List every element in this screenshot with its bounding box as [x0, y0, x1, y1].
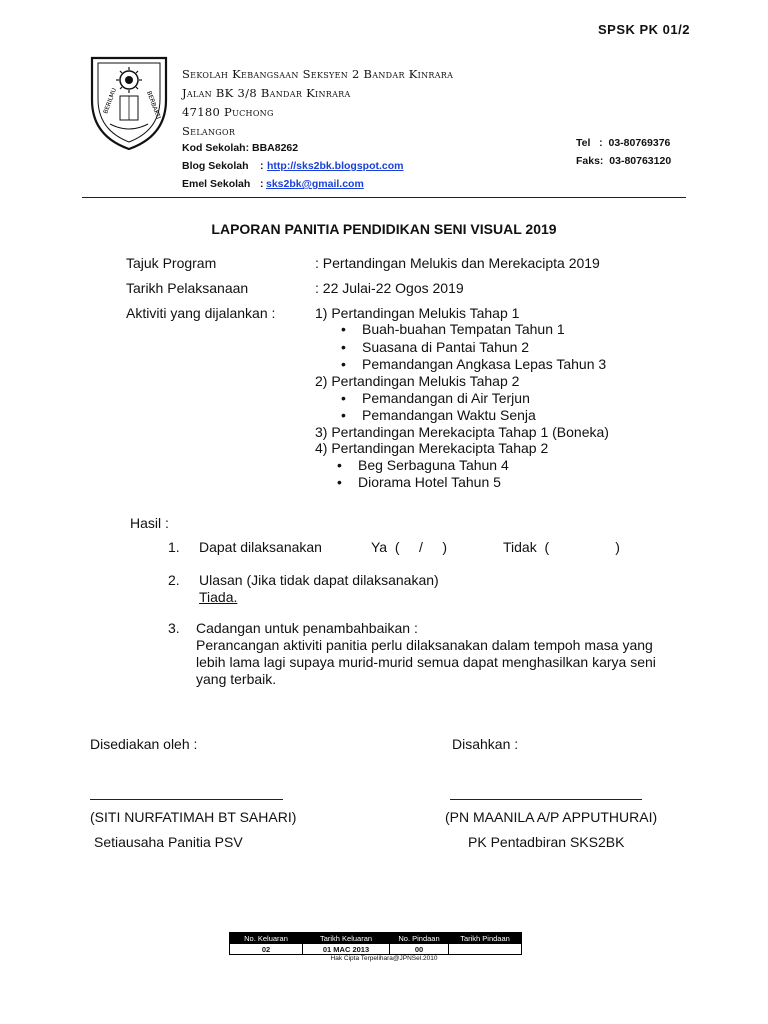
activity-1-item: Buah-buahan Tempatan Tahun 1: [362, 321, 565, 337]
bullet-icon: •: [341, 407, 346, 423]
logo-motto-right: BERBAKTI: [145, 90, 162, 121]
footer-header: Tarikh Pindaan: [449, 933, 522, 944]
prepared-by-label: Disediakan oleh :: [90, 736, 198, 752]
footer-header: No. Pindaan: [390, 933, 449, 944]
hasil-item-3-text: Cadangan untuk penambahbaikan :: [196, 620, 418, 636]
school-name: Sekolah Kebangsaan Seksyen 2 Bandar Kinrara: [182, 67, 454, 81]
suggestion-line: lebih lama lagi supaya murid-murid semua dapat menghasilkan karya seni: [196, 654, 656, 670]
header-divider: [82, 197, 686, 198]
bullet-icon: •: [341, 321, 346, 337]
school-address-1: Jalan BK 3/8 Bandar Kinrara: [182, 86, 351, 100]
school-crest-logo: [88, 52, 170, 152]
activity-1: 1) Pertandingan Melukis Tahap 1: [315, 305, 520, 321]
prepared-signature-line: [90, 799, 283, 800]
activity-2-item: Pemandangan Waktu Senja: [362, 407, 536, 423]
school-code: Kod Sekolah: BBA8262: [182, 142, 299, 154]
bullet-icon: •: [337, 457, 342, 473]
school-tel: Tel : 03-80769376: [576, 137, 671, 149]
hasil-item-3-number: 3.: [168, 620, 180, 636]
activity-2: 2) Pertandingan Melukis Tahap 2: [315, 373, 520, 389]
footer-value: 01 MAC 2013: [303, 944, 390, 955]
hasil-yes-box: Ya ( / ): [371, 539, 447, 555]
field-value-date: : 22 Julai-22 Ogos 2019: [315, 280, 464, 296]
approved-by-label: Disahkan :: [452, 736, 519, 752]
blog-sep: :: [260, 160, 264, 172]
bullet-icon: •: [341, 339, 346, 355]
blog-link[interactable]: http://sks2bk.blogspot.com: [267, 160, 404, 172]
field-label-program: Tajuk Program: [126, 255, 217, 271]
blog-label: Blog Sekolah: [182, 160, 249, 172]
prepared-by-role: Setiausaha Panitia PSV: [94, 834, 243, 850]
form-code: SPSK PK 01/2: [598, 22, 690, 37]
activity-3: 3) Pertandingan Merekacipta Tahap 1 (Boneka): [315, 424, 609, 440]
hasil-label: Hasil :: [130, 515, 169, 531]
report-title: LAPORAN PANITIA PENDIDIKAN SENI VISUAL 2019: [211, 221, 557, 237]
footer-value: 02: [230, 944, 303, 955]
school-state: Selangor: [182, 124, 236, 138]
email-link[interactable]: sks2bk@gmail.com: [266, 178, 364, 190]
activity-4: 4) Pertandingan Merekacipta Tahap 2: [315, 440, 549, 456]
email-label: Emel Sekolah: [182, 178, 251, 190]
footer-header: Tarikh Keluaran: [303, 933, 390, 944]
footer-value: 00: [390, 944, 449, 955]
activity-4-item: Diorama Hotel Tahun 5: [358, 474, 501, 490]
activity-2-item: Pemandangan di Air Terjun: [362, 390, 530, 406]
email-sep: :: [260, 178, 264, 190]
suggestion-line: Perancangan aktiviti panitia perlu dilaksanakan dalam tempoh masa yang: [196, 637, 653, 653]
hasil-item-2-text: Ulasan (Jika tidak dapat dilaksanakan): [199, 572, 439, 588]
hasil-no-box: Tidak ( ): [503, 539, 620, 555]
activity-1-item: Suasana di Pantai Tahun 2: [362, 339, 530, 355]
hasil-item-1-text: Dapat dilaksanakan: [199, 539, 322, 555]
bullet-icon: •: [337, 474, 342, 490]
approved-signature-line: [450, 799, 642, 800]
footer-header: No. Keluaran: [230, 933, 303, 944]
approved-by-name: (PN MAANILA A/P APPUTHURAI): [445, 809, 658, 825]
hasil-item-2-number: 2.: [168, 572, 180, 588]
copyright-notice: Hak Cipta Terpelihara@JPNSel.2010: [330, 955, 438, 962]
field-label-activities: Aktiviti yang dijalankan :: [126, 305, 276, 321]
logo-motto-left: BERILMU: [102, 87, 119, 115]
school-fax: Faks: 03-80763120: [576, 155, 672, 167]
bullet-icon: •: [341, 390, 346, 406]
hasil-item-1-number: 1.: [168, 539, 180, 555]
suggestion-line: yang terbaik.: [196, 671, 277, 687]
footer-value: [449, 944, 522, 955]
approved-by-role: PK Pentadbiran SKS2BK: [468, 834, 625, 850]
school-address-2: 47180 Puchong: [182, 105, 274, 119]
activity-1-item: Pemandangan Angkasa Lepas Tahun 3: [362, 356, 607, 372]
bullet-icon: •: [341, 356, 346, 372]
field-label-date: Tarikh Pelaksanaan: [126, 280, 249, 296]
hasil-item-2-answer: Tiada.: [199, 589, 238, 605]
prepared-by-name: (SITI NURFATIMAH BT SAHARI): [90, 809, 297, 825]
field-value-program: : Pertandingan Melukis dan Merekacipta 2019: [315, 255, 600, 271]
activity-4-item: Beg Serbaguna Tahun 4: [358, 457, 509, 473]
document-control-table: [229, 932, 522, 955]
